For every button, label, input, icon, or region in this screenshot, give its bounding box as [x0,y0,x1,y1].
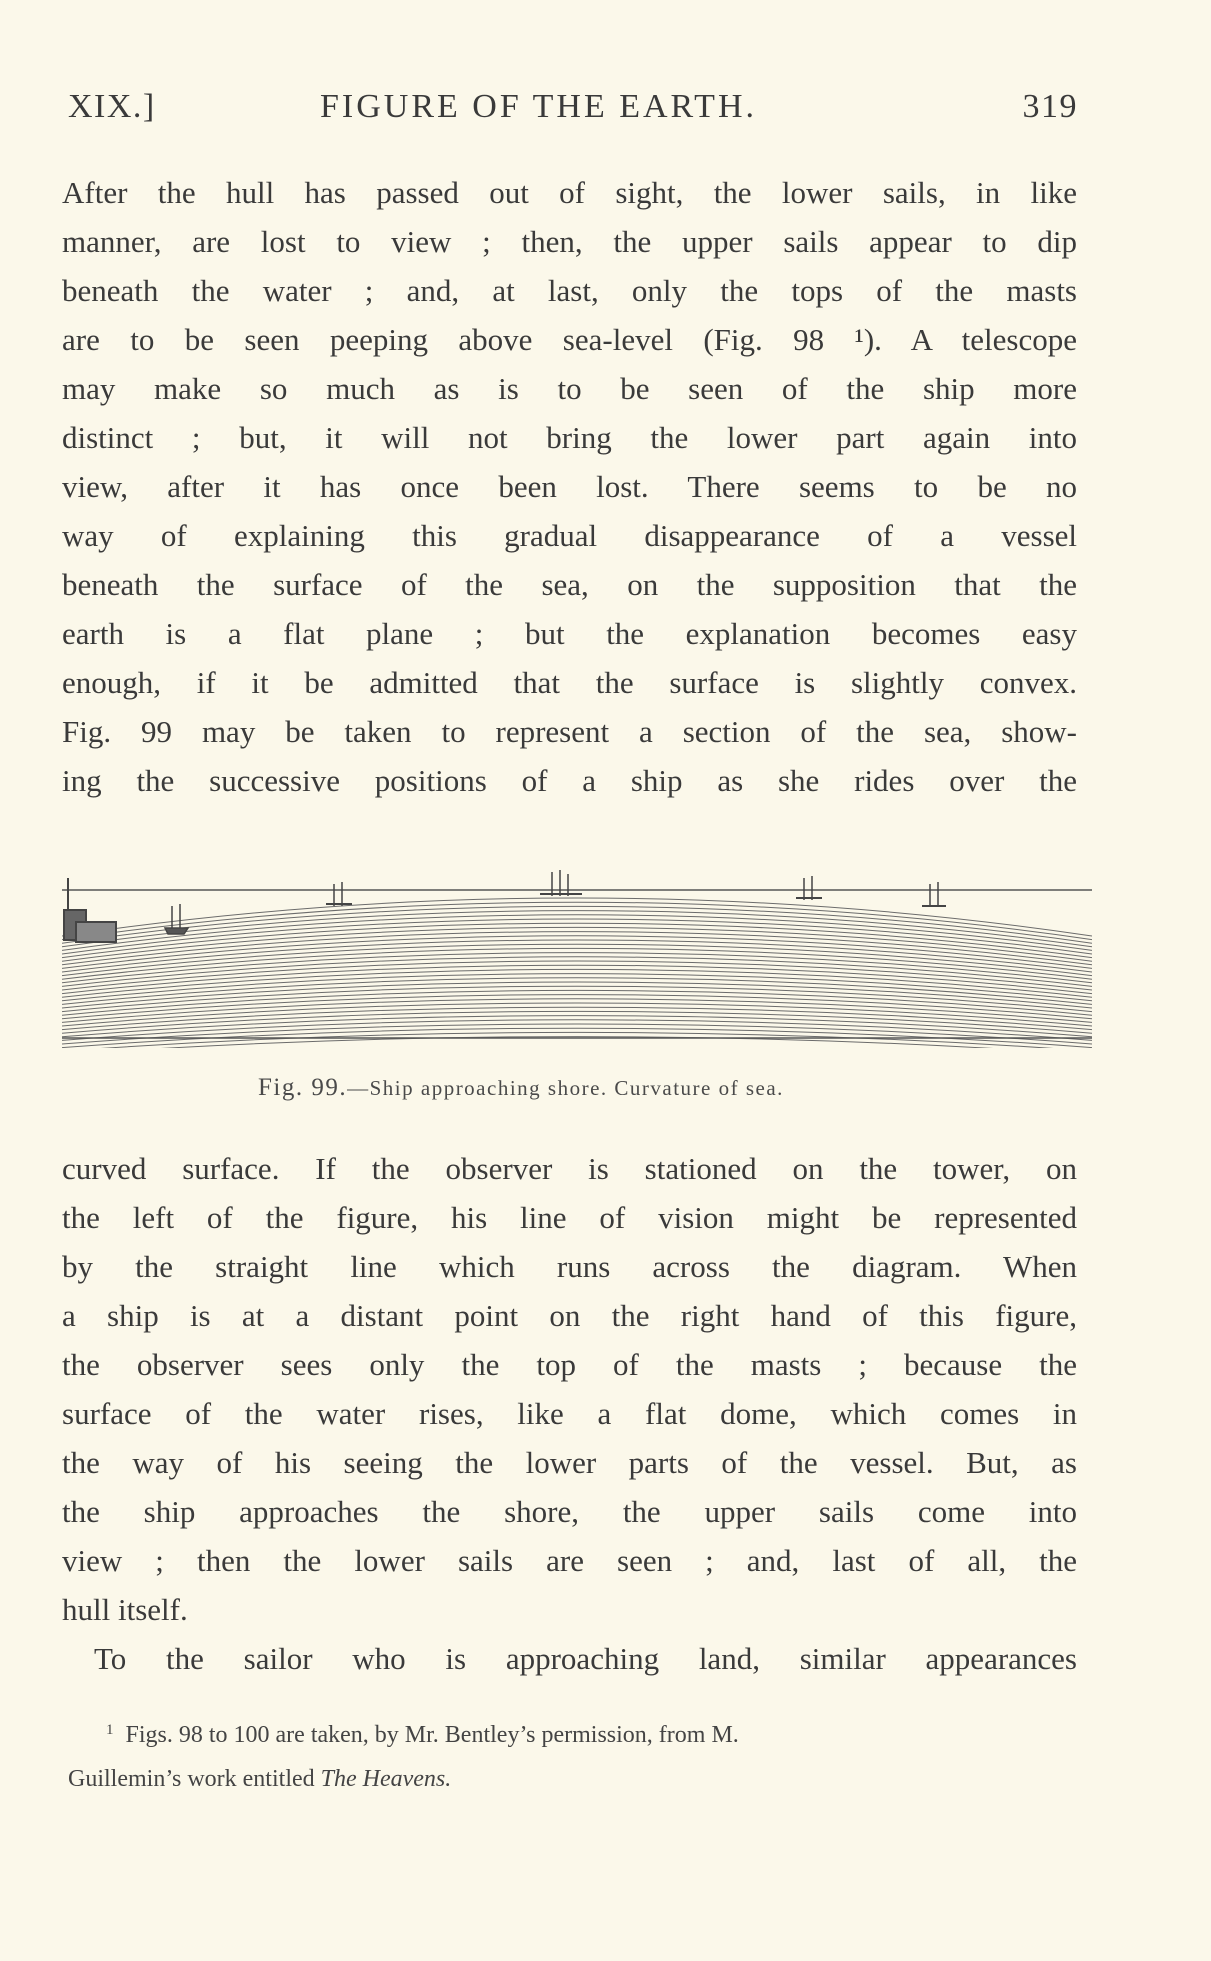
text-line: earth is a flat plane ; but the explanation becomes easy [62,616,1077,651]
hatch-line [62,1024,1092,1044]
text-line: may make so much as is to be seen of the ship more [62,371,1077,406]
observer-tower [64,878,116,942]
text-line: way of explaining this gradual disappearance of a vessel [62,518,1077,553]
text-line: the way of his seeing the lower parts of the vessel. But, as [62,1445,1077,1480]
text-line: are to be seen peeping above sea-level (Fig. 98 ¹). A telescope [62,322,1077,357]
ship-1 [165,904,188,934]
footnote [68,1708,1078,1801]
text-line: curved surface. If the observer is stationed on the tower, on [62,1151,1077,1186]
ship-4 [796,876,822,900]
text-line: beneath the water ; and, at last, only the tops of the masts [62,273,1077,308]
text-line: hull itself. [62,1592,188,1627]
text-line: surface of the water rises, like a flat dome, which comes in [62,1396,1077,1431]
curvature-figure [62,848,1092,1048]
footnote-text-1: Figs. 98 to 100 are taken, by Mr. Bentley’s permission, from M. [125,1722,739,1748]
text-line: by the straight line which runs across the diagram. When [62,1249,1077,1284]
text-line: view, after it has once been lost. There seems to be no [62,469,1077,504]
hatch-line [62,906,1092,943]
text-line: distinct ; but, it will not bring the lower part again into [62,420,1077,455]
ship-5 [922,882,946,906]
text-line: a ship is at a distant point on the right hand of this figure, [62,1298,1077,1333]
text-line: the observer sees only the top of the masts ; because the [62,1347,1077,1382]
text-line: the ship approaches the shore, the upper sails come into [62,1494,1077,1529]
caption-text: —Ship approaching shore. Curvature of sea. [347,1076,784,1100]
text-line: enough, if it be admitted that the surface is slightly convex. [62,665,1077,700]
text-line: After the hull has passed out of sight, the lower sails, in like [62,175,1077,210]
footnote-marker: 1 [106,1722,114,1738]
text-line: the left of the figure, his line of vision might be represented [62,1200,1077,1235]
sea-surface-hatching [62,898,1092,1048]
running-header [68,88,1078,132]
paragraph-3 [62,1634,1077,1683]
page-title: FIGURE OF THE EARTH. [320,88,758,125]
text-line: ing the successive positions of a ship as she rides over the [62,763,1077,798]
hatch-line [62,911,1092,947]
footnote-text-2: Guillemin’s work entitled [68,1766,321,1792]
text-line: To the sailor who is approaching land, similar appearances [94,1641,1077,1676]
text-line: Fig. 99 may be taken to represent a section of the sea, show- [62,714,1077,749]
text-line: manner, are lost to view ; then, the upper sails appear to dip [62,224,1077,259]
page-number: 319 [1022,88,1078,125]
text-line: view ; then the lower sails are seen ; and, last of all, the [62,1543,1077,1578]
text-line: beneath the surface of the sea, on the supposition that the [62,567,1077,602]
paragraph-1 [62,168,1077,805]
hatch-line [62,902,1092,939]
book-title: The Heavens. [320,1766,452,1792]
footnote-line-1 [68,1708,1078,1757]
ship-2 [326,882,352,906]
paragraph-2 [62,1144,1077,1634]
figure-label: Fig. 99. [258,1074,348,1101]
footnote-line-2 [68,1757,1078,1801]
ship-3 [540,870,582,896]
figure-caption [258,1074,784,1102]
chapter-number: XIX.] [68,88,156,125]
